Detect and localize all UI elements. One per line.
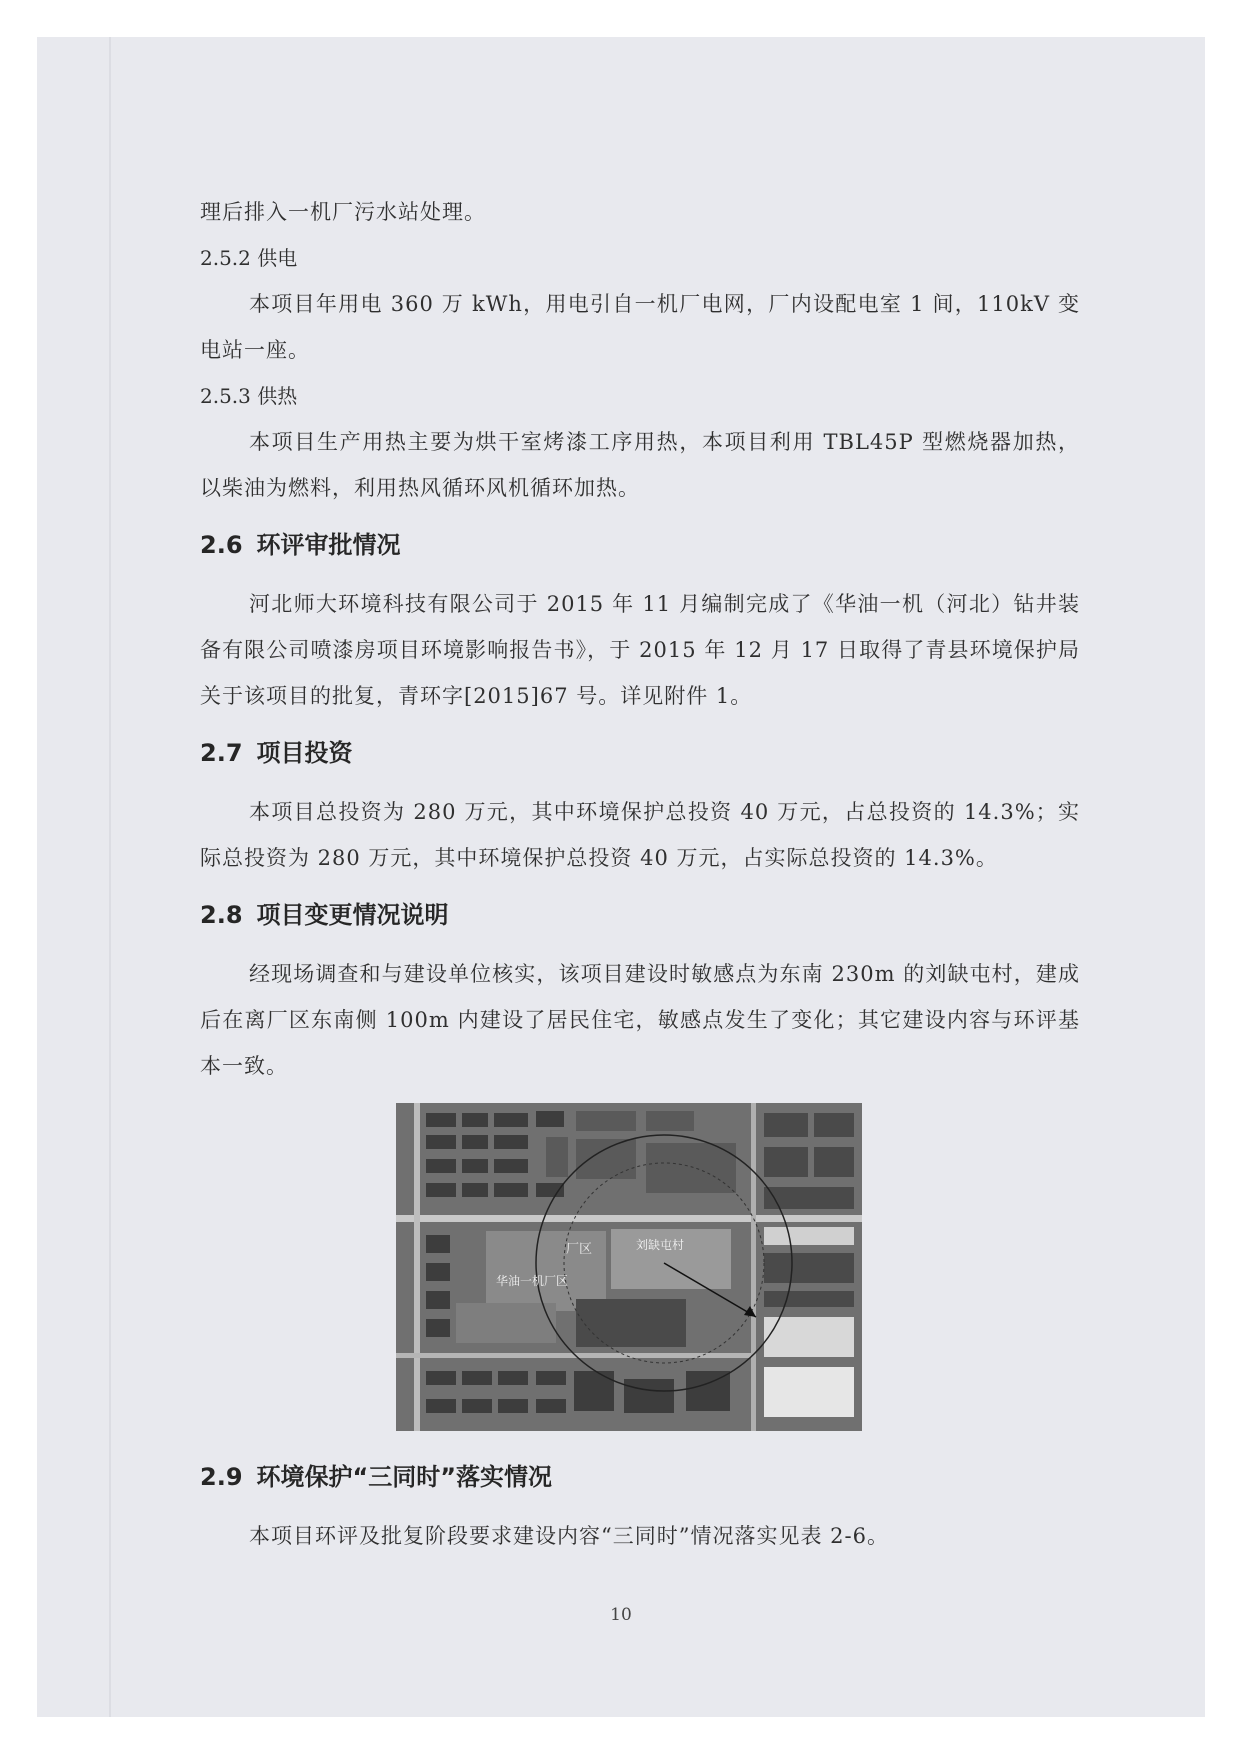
binding-edge-line	[109, 37, 111, 1717]
heat-supply-text: 本项目生产用热主要为烘干室烤漆工序用热，本项目利用 TBL45P 型燃烧器加热，以柴油为燃料，利用热风循环风机循环加热。	[200, 430, 1080, 500]
section-title: 项目变更情况说明	[256, 901, 449, 929]
aerial-map-image	[396, 1103, 862, 1431]
page-content	[200, 189, 1080, 1559]
section-number: 2.9	[200, 1463, 243, 1491]
continuation-text: 理后排入一机厂污水站处理。	[200, 200, 486, 224]
investment-text: 本项目总投资为 280 万元，其中环境保护总投资 40 万元，占总投资的 14.3%；实际总投资为 280 万元，其中环境保护总投资 40 万元，占实际总投资的 14.3%。	[200, 800, 1080, 870]
section-heading-changes	[200, 895, 1080, 935]
subsection-heading-heat: 2.5.3 供热	[200, 384, 298, 408]
section-title: 环境保护“三同时”落实情况	[256, 1463, 553, 1491]
section-heading-approval	[200, 525, 1080, 565]
aerial-map-drawing	[396, 1103, 862, 1431]
section-title: 环评审批情况	[256, 531, 401, 559]
map-label-factory: 华油一机厂区	[496, 1274, 569, 1288]
section-heading-investment	[200, 733, 1080, 773]
map-label-plant: 厂区	[566, 1242, 593, 1257]
approval-text: 河北师大环境科技有限公司于 2015 年 11 月编制完成了《华油一机（河北）钻井装备有限公司喷漆房项目环境影响报告书》，于 2015 年 12 月 17 日取得了青县环境保护局关于该项目的批复，青环字[2015]67 号。详见附件 1。	[200, 592, 1080, 708]
scanned-page	[37, 37, 1205, 1717]
three-simultaneous-text: 本项目环评及批复阶段要求建设内容“三同时”情况落实见表 2-6。	[249, 1524, 889, 1548]
section-title: 项目投资	[256, 739, 353, 767]
section-heading-three-simultaneous	[200, 1457, 1080, 1497]
section-number: 2.6	[200, 531, 243, 559]
section-number: 2.7	[200, 739, 243, 767]
changes-text: 经现场调查和与建设单位核实，该项目建设时敏感点为东南 230m 的刘缺屯村，建成后在离厂区东南侧 100m 内建设了居民住宅，敏感点发生了变化；其它建设内容与环评基本一致。	[200, 962, 1080, 1078]
page-number: 10	[610, 1605, 632, 1625]
power-supply-text: 本项目年用电 360 万 kWh，用电引自一机厂电网，厂内设配电室 1 间，110kV 变电站一座。	[200, 292, 1080, 362]
section-number: 2.8	[200, 901, 243, 929]
map-label-village: 刘缺屯村	[636, 1238, 685, 1252]
subsection-heading-power: 2.5.2 供电	[200, 246, 298, 270]
